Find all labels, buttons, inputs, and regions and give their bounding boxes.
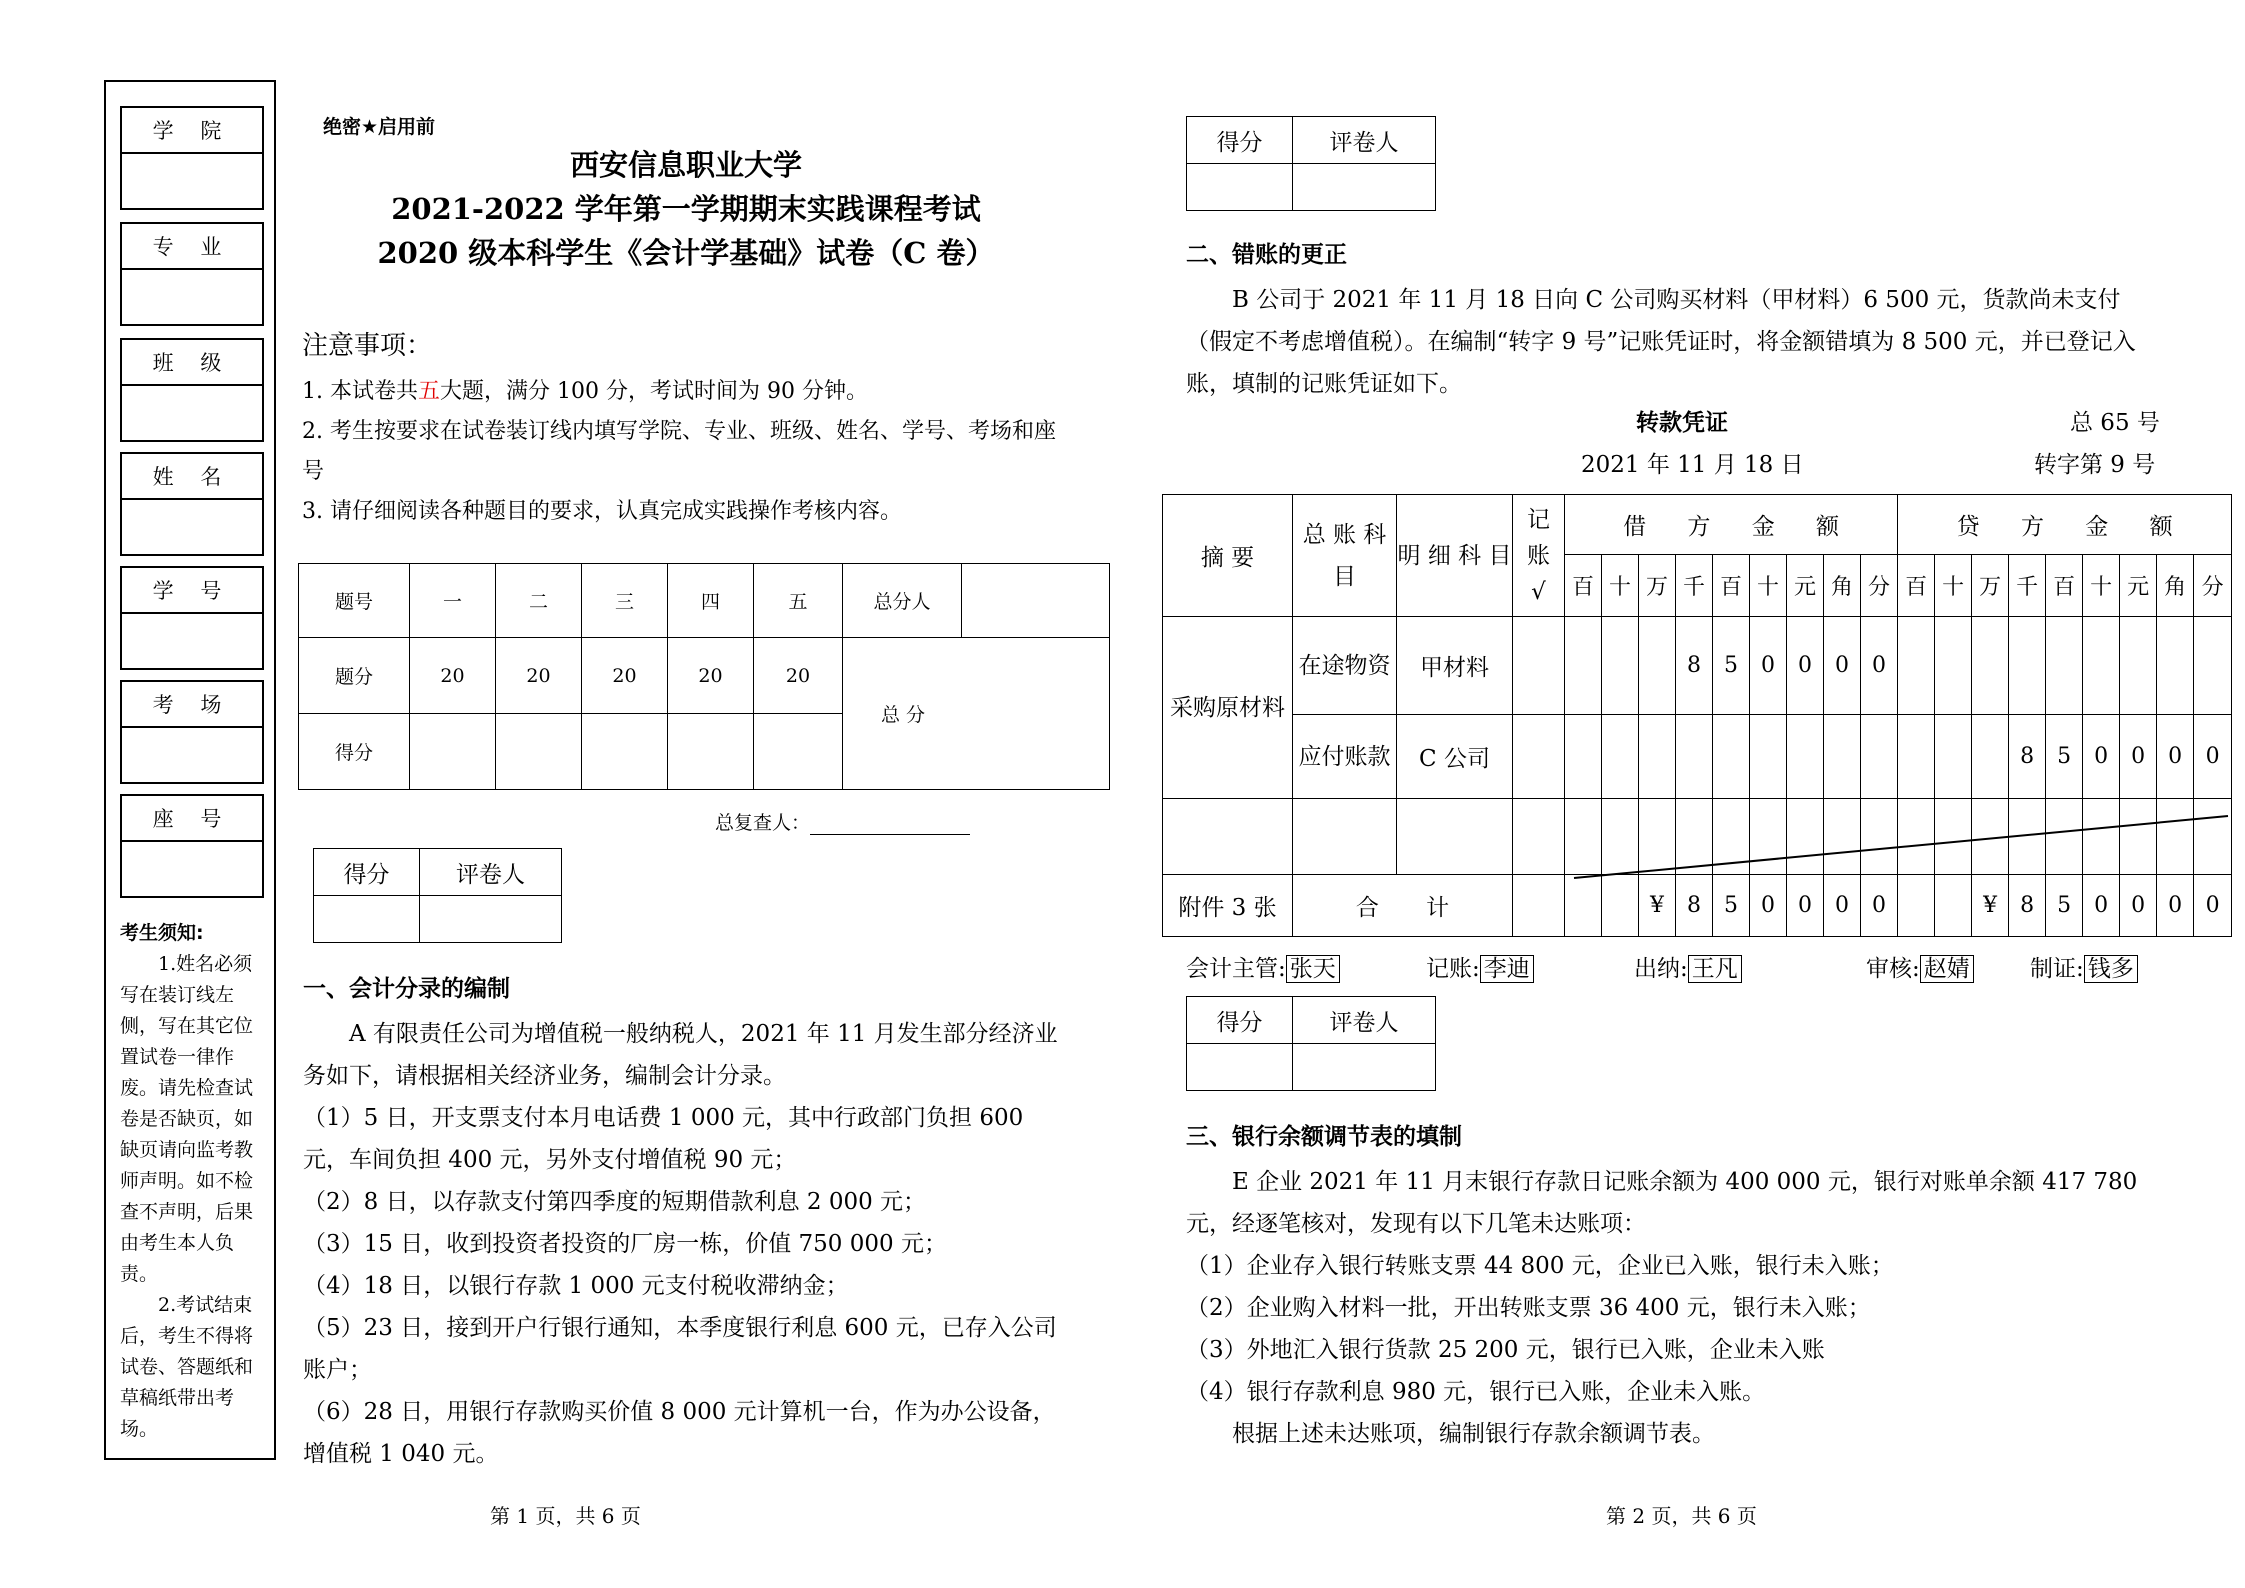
total-debit-digit[interactable] bbox=[1565, 875, 1602, 937]
row2-credit-digit[interactable] bbox=[1898, 715, 1935, 799]
digit-header: 十 bbox=[1750, 555, 1787, 617]
digit-header: 十 bbox=[1602, 555, 1639, 617]
row1-credit-digit[interactable] bbox=[2194, 617, 2232, 715]
field-college bbox=[120, 106, 264, 210]
row1-credit-digit[interactable] bbox=[2083, 617, 2120, 715]
question-number: 五 bbox=[754, 564, 843, 638]
score-cell[interactable] bbox=[496, 714, 582, 790]
scorer-label: 总分人 bbox=[843, 564, 962, 638]
exam-room-input[interactable] bbox=[122, 728, 262, 782]
note-text: 大题，满分 100 分，考试时间为 90 分钟。 bbox=[440, 379, 868, 404]
college-input[interactable] bbox=[122, 154, 262, 208]
signer-role: 会计主管: bbox=[1186, 956, 1286, 982]
field-label: 学 号 bbox=[122, 568, 262, 614]
signer bbox=[1634, 950, 1742, 983]
total-credit-digit[interactable] bbox=[1898, 875, 1935, 937]
field-seat bbox=[120, 794, 264, 898]
general-account-cell[interactable] bbox=[1293, 799, 1397, 875]
row2-credit-digit[interactable]: 0 bbox=[2194, 715, 2232, 799]
grader-reviewer-label: 评卷人 bbox=[420, 849, 562, 896]
digit-header: 万 bbox=[1972, 555, 2009, 617]
col-posted: 记 账 √ bbox=[1513, 495, 1565, 617]
total-credit-digit[interactable]: 5 bbox=[2046, 875, 2083, 937]
score-table bbox=[298, 563, 1110, 790]
signer-role: 出纳: bbox=[1634, 956, 1688, 982]
exam-course: 2020 级本科学生《会计学基础》试卷（C 卷） bbox=[377, 236, 995, 270]
row1-credit-digit[interactable] bbox=[2009, 617, 2046, 715]
exam-title bbox=[296, 146, 1076, 272]
summary-cell[interactable] bbox=[1163, 799, 1293, 875]
candidate-notice bbox=[120, 918, 266, 1445]
row1-debit-digit[interactable] bbox=[1639, 617, 1676, 715]
major-input[interactable] bbox=[122, 270, 262, 324]
grader-reviewer-label: 评卷人 bbox=[1293, 117, 1436, 164]
col-detail-account: 明 细 科 目 bbox=[1397, 495, 1513, 617]
seat-input[interactable] bbox=[122, 842, 262, 896]
section-3 bbox=[1186, 1118, 2166, 1455]
row1-debit-digit[interactable] bbox=[1602, 617, 1639, 715]
grader-score-label: 得分 bbox=[314, 849, 420, 896]
signer-role: 审核: bbox=[1866, 956, 1920, 982]
digit-header: 万 bbox=[1639, 555, 1676, 617]
student-id-input[interactable] bbox=[122, 614, 262, 668]
section-2 bbox=[1186, 236, 2156, 405]
row2-credit-digit[interactable] bbox=[1935, 715, 1972, 799]
voucher-total-no: 总 65 号 bbox=[2070, 410, 2160, 436]
row2-credit-digit[interactable]: 0 bbox=[2120, 715, 2157, 799]
posted-cell[interactable] bbox=[1513, 715, 1565, 799]
voucher-row-1 bbox=[1163, 617, 2232, 715]
section-1-item: （5）23 日，接到开户行银行通知，本季度银行利息 600 元，已存入公司账户； bbox=[303, 1315, 1057, 1383]
col-summary: 摘 要 bbox=[1163, 495, 1293, 617]
row2-debit-digit[interactable] bbox=[1861, 715, 1898, 799]
voucher-date: 2021 年 11 月 18 日 bbox=[1581, 452, 1804, 478]
voucher-signers bbox=[1186, 950, 2186, 984]
row2-debit-digit[interactable] bbox=[1602, 715, 1639, 799]
field-major bbox=[120, 222, 264, 326]
grader-table-3 bbox=[1186, 996, 1436, 1091]
score-cell[interactable] bbox=[668, 714, 754, 790]
detail-account-cell: C 公司 bbox=[1397, 715, 1513, 799]
total-reviewer bbox=[715, 808, 970, 835]
row2-debit-digit[interactable] bbox=[1824, 715, 1861, 799]
voucher-cancel-line bbox=[1570, 810, 2230, 882]
score-row-label: 题分 bbox=[299, 638, 410, 714]
row1-credit-digit[interactable] bbox=[1935, 617, 1972, 715]
detail-account-cell: 甲材料 bbox=[1397, 617, 1513, 715]
grader-reviewer-cell[interactable] bbox=[420, 896, 562, 943]
exam-term: 2021-2022 学年第一学期期末实践课程考试 bbox=[391, 192, 981, 226]
total-debit-digit[interactable]: 5 bbox=[1713, 875, 1750, 937]
section-2-text: B 公司于 2021 年 11 月 18 日向 C 公司购买材料（甲材料）6 500 元，货款尚未支付（假定不考虑增值税）。在编制“转字 9 号”记账凭证时，将金额错填为 8 500 元，并已登记入账，填制的记账凭证如下。 bbox=[1186, 287, 2136, 397]
digit-header: 十 bbox=[2083, 555, 2120, 617]
signer bbox=[1866, 950, 1974, 983]
section-3-item: （2）企业购入材料一批，开出转账支票 36 400 元，银行未入账； bbox=[1186, 1295, 1871, 1321]
section-1-heading: 一、会计分录的编制 bbox=[303, 976, 510, 1002]
grader-table-1 bbox=[313, 848, 562, 943]
total-debit-digit[interactable]: 0 bbox=[1787, 875, 1824, 937]
row2-debit-digit[interactable] bbox=[1639, 715, 1676, 799]
notes bbox=[302, 328, 1082, 532]
notes-title: 注意事项： bbox=[302, 331, 433, 361]
total-debit-digit[interactable]: 0 bbox=[1750, 875, 1787, 937]
field-exam-room bbox=[120, 680, 264, 784]
digit-header: 百 bbox=[1898, 555, 1935, 617]
row1-debit-digit[interactable]: 0 bbox=[1824, 617, 1861, 715]
digit-header: 十 bbox=[1935, 555, 1972, 617]
binding-strip bbox=[104, 80, 276, 1460]
grader-score-cell[interactable] bbox=[1187, 1044, 1293, 1091]
digit-header: 分 bbox=[2194, 555, 2232, 617]
digit-header: 千 bbox=[1676, 555, 1713, 617]
question-points: 20 bbox=[754, 638, 843, 714]
name-input[interactable] bbox=[122, 500, 262, 554]
detail-account-cell[interactable] bbox=[1397, 799, 1513, 875]
field-label: 班 级 bbox=[122, 340, 262, 386]
question-points: 20 bbox=[668, 638, 754, 714]
note-text: 1. 本试卷共 bbox=[302, 379, 418, 404]
section-1-item: （2）8 日，以存款支付第四季度的短期借款利息 2 000 元； bbox=[303, 1189, 927, 1215]
digit-header: 元 bbox=[1787, 555, 1824, 617]
section-1-item: （4）18 日，以银行存款 1 000 元支付税收滞纳金； bbox=[303, 1273, 849, 1299]
digit-header: 千 bbox=[2009, 555, 2046, 617]
row1-credit-digit[interactable] bbox=[2120, 617, 2157, 715]
posted-cell[interactable] bbox=[1513, 799, 1565, 875]
total-credit-digit[interactable]: 0 bbox=[2120, 875, 2157, 937]
row1-debit-digit[interactable] bbox=[1565, 617, 1602, 715]
signer-name: 张天 bbox=[1286, 955, 1340, 983]
grader-score-label: 得分 bbox=[1187, 117, 1293, 164]
class-input[interactable] bbox=[122, 386, 262, 440]
diagonal-line bbox=[1574, 816, 2228, 878]
row2-credit-digit[interactable]: 5 bbox=[2046, 715, 2083, 799]
row1-credit-digit[interactable] bbox=[2046, 617, 2083, 715]
question-points: 20 bbox=[582, 638, 668, 714]
attachments-cell: 附件 3 张 bbox=[1163, 875, 1293, 937]
total-credit-digit[interactable]: 0 bbox=[2083, 875, 2120, 937]
voucher-row-2 bbox=[1163, 715, 2232, 799]
section-2-heading: 二、错账的更正 bbox=[1186, 242, 1347, 268]
row2-credit-digit[interactable]: 0 bbox=[2157, 715, 2194, 799]
row1-debit-digit[interactable]: 0 bbox=[1750, 617, 1787, 715]
notice-item: 1.姓名必须写在装订线左侧，写在其它位置试卷一律作废。请先检查试卷是否缺页，如缺页请向监考教师声明。如不检查不声明，后果由考生本人负责。 bbox=[120, 953, 254, 1285]
question-points: 20 bbox=[410, 638, 496, 714]
voucher-transfer-no: 转字第 9 号 bbox=[2034, 452, 2156, 478]
total-credit-digit[interactable] bbox=[1935, 875, 1972, 937]
question-number: 二 bbox=[496, 564, 582, 638]
field-label: 专 业 bbox=[122, 224, 262, 270]
signer-role: 记账: bbox=[1426, 956, 1480, 982]
field-student-id bbox=[120, 566, 264, 670]
grader-table-2 bbox=[1186, 116, 1436, 211]
posted-cell[interactable] bbox=[1513, 617, 1565, 715]
secret-label: 绝密★启用前 bbox=[323, 116, 436, 138]
signer-role: 制证: bbox=[2030, 956, 2084, 982]
field-label: 考 场 bbox=[122, 682, 262, 728]
general-account-cell: 应付账款 bbox=[1293, 715, 1397, 799]
signer-name: 钱多 bbox=[2084, 955, 2138, 983]
grader-reviewer-label: 评卷人 bbox=[1293, 997, 1436, 1044]
total-debit-digit[interactable] bbox=[1602, 875, 1639, 937]
field-class bbox=[120, 338, 264, 442]
grader-score-label: 得分 bbox=[1187, 997, 1293, 1044]
total-reviewer-line[interactable] bbox=[810, 834, 970, 835]
score-row-label: 题号 bbox=[299, 564, 410, 638]
question-number: 一 bbox=[410, 564, 496, 638]
col-general-account: 总 账 科 目 bbox=[1293, 495, 1397, 617]
row1-credit-digit[interactable] bbox=[1972, 617, 2009, 715]
field-label: 座 号 bbox=[122, 796, 262, 842]
digit-header: 角 bbox=[1824, 555, 1861, 617]
grader-reviewer-cell[interactable] bbox=[1293, 164, 1436, 211]
row2-credit-digit[interactable]: 8 bbox=[2009, 715, 2046, 799]
field-label: 姓 名 bbox=[122, 454, 262, 500]
score-cell[interactable] bbox=[582, 714, 668, 790]
total-score-label: 总 分 bbox=[843, 638, 1110, 790]
section-3-item: （4）银行存款利息 980 元，银行已入账，企业未入账。 bbox=[1186, 1379, 1766, 1405]
question-points: 20 bbox=[496, 638, 582, 714]
digit-header: 百 bbox=[1713, 555, 1750, 617]
row1-debit-digit[interactable]: 0 bbox=[1861, 617, 1898, 715]
page-number-2: 第 2 页，共 6 页 bbox=[1606, 1504, 1757, 1528]
score-cell[interactable] bbox=[410, 714, 496, 790]
signer bbox=[1186, 950, 1340, 983]
section-1-item: （1）5 日，开支票支付本月电话费 1 000 元，其中行政部门负担 600 元，车间负担 400 元，另外支付增值税 90 元； bbox=[303, 1105, 1024, 1173]
page-number-1: 第 1 页，共 6 页 bbox=[490, 1504, 641, 1528]
question-number: 三 bbox=[582, 564, 668, 638]
row2-debit-digit[interactable] bbox=[1565, 715, 1602, 799]
section-1 bbox=[303, 970, 1068, 1475]
row1-debit-digit[interactable]: 5 bbox=[1713, 617, 1750, 715]
section-3-item: （1）企业存入银行转账支票 44 800 元，企业已入账，银行未入账； bbox=[1186, 1253, 1894, 1279]
row2-debit-digit[interactable] bbox=[1750, 715, 1787, 799]
grader-reviewer-cell[interactable] bbox=[1293, 1044, 1436, 1091]
section-1-item: （6）28 日，用银行存款购买价值 8 000 元计算机一台，作为办公设备，增值税 1 040 元。 bbox=[303, 1399, 1056, 1467]
voucher-title: 转款凭证 bbox=[1636, 410, 1728, 436]
grader-score-cell[interactable] bbox=[1187, 164, 1293, 211]
section-3-closing: 根据上述未达账项，编制银行存款余额调节表。 bbox=[1232, 1421, 1715, 1447]
digit-header: 百 bbox=[1565, 555, 1602, 617]
note-highlight: 五 bbox=[417, 379, 440, 404]
total-reviewer-label: 总复查人： bbox=[715, 812, 811, 834]
digit-header: 角 bbox=[2157, 555, 2194, 617]
note-item-2: 2. 考生按要求在试卷装订线内填写学院、专业、班级、姓名、学号、考场和座号 bbox=[302, 419, 1056, 484]
note-item-1 bbox=[302, 372, 1082, 412]
score-row-label: 得分 bbox=[299, 714, 410, 790]
row2-debit-digit[interactable] bbox=[1676, 715, 1713, 799]
section-3-item: （3）外地汇入银行货款 25 200 元，银行已入账，企业未入账 bbox=[1186, 1337, 1825, 1363]
row2-debit-digit[interactable] bbox=[1713, 715, 1750, 799]
total-debit-digit[interactable]: ¥ bbox=[1639, 875, 1676, 937]
grader-score-cell[interactable] bbox=[314, 896, 420, 943]
total-credit-digit[interactable]: 8 bbox=[2009, 875, 2046, 937]
digit-header: 百 bbox=[2046, 555, 2083, 617]
total-credit-digit[interactable]: ¥ bbox=[1972, 875, 2009, 937]
scorer-cell[interactable] bbox=[962, 564, 1110, 638]
section-1-item: （3）15 日，收到投资者投资的厂房一栋，价值 750 000 元； bbox=[303, 1231, 947, 1257]
signer-name: 赵婧 bbox=[1920, 955, 1974, 983]
score-cell[interactable] bbox=[754, 714, 843, 790]
total-debit-digit[interactable]: 8 bbox=[1676, 875, 1713, 937]
credit-header: 贷 方 金 额 bbox=[1898, 495, 2232, 555]
general-account-cell: 在途物资 bbox=[1293, 617, 1397, 715]
signer-name: 李迪 bbox=[1480, 955, 1534, 983]
field-name bbox=[120, 452, 264, 556]
row1-credit-digit[interactable] bbox=[1898, 617, 1935, 715]
total-credit-digit[interactable]: 0 bbox=[2194, 875, 2232, 937]
debit-header: 借 方 金 额 bbox=[1565, 495, 1898, 555]
row1-debit-digit[interactable]: 0 bbox=[1787, 617, 1824, 715]
row1-debit-digit[interactable]: 8 bbox=[1676, 617, 1713, 715]
section-3-intro: E 企业 2021 年 11 月末银行存款日记账余额为 400 000 元，银行对账单余额 417 780 元，经逐笔核对，发现有以下几笔未达账项： bbox=[1186, 1169, 2138, 1237]
signer bbox=[1426, 950, 1534, 983]
notice-item: 2.考试结束后，考生不得将试卷、答题纸和草稿纸带出考场。 bbox=[120, 1294, 254, 1440]
total-debit-digit[interactable]: 0 bbox=[1861, 875, 1898, 937]
university-name: 西安信息职业大学 bbox=[569, 148, 802, 182]
field-label: 学 院 bbox=[122, 108, 262, 154]
row2-debit-digit[interactable] bbox=[1787, 715, 1824, 799]
voucher-total-row bbox=[1163, 875, 2232, 937]
row1-credit-digit[interactable] bbox=[2157, 617, 2194, 715]
summary-cell: 采购原材料 bbox=[1163, 617, 1293, 799]
section-3-heading: 三、银行余额调节表的填制 bbox=[1186, 1124, 1462, 1150]
signer-name: 王凡 bbox=[1688, 955, 1742, 983]
signer bbox=[2030, 950, 2138, 983]
total-debit-digit[interactable]: 0 bbox=[1824, 875, 1861, 937]
row2-credit-digit[interactable]: 0 bbox=[2083, 715, 2120, 799]
digit-header: 分 bbox=[1861, 555, 1898, 617]
row2-credit-digit[interactable] bbox=[1972, 715, 2009, 799]
total-credit-digit[interactable]: 0 bbox=[2157, 875, 2194, 937]
question-number: 四 bbox=[668, 564, 754, 638]
total-label-cell: 合 计 bbox=[1293, 875, 1513, 937]
posted-cell[interactable] bbox=[1513, 875, 1565, 937]
notice-title: 考生须知: bbox=[120, 922, 204, 944]
digit-header: 元 bbox=[2120, 555, 2157, 617]
section-1-intro: A 有限责任公司为增值税一般纳税人，2021 年 11 月发生部分经济业务如下，请根据相关经济业务，编制会计分录。 bbox=[303, 1021, 1058, 1089]
note-item-3: 3. 请仔细阅读各种题目的要求，认真完成实践操作考核内容。 bbox=[302, 499, 902, 524]
